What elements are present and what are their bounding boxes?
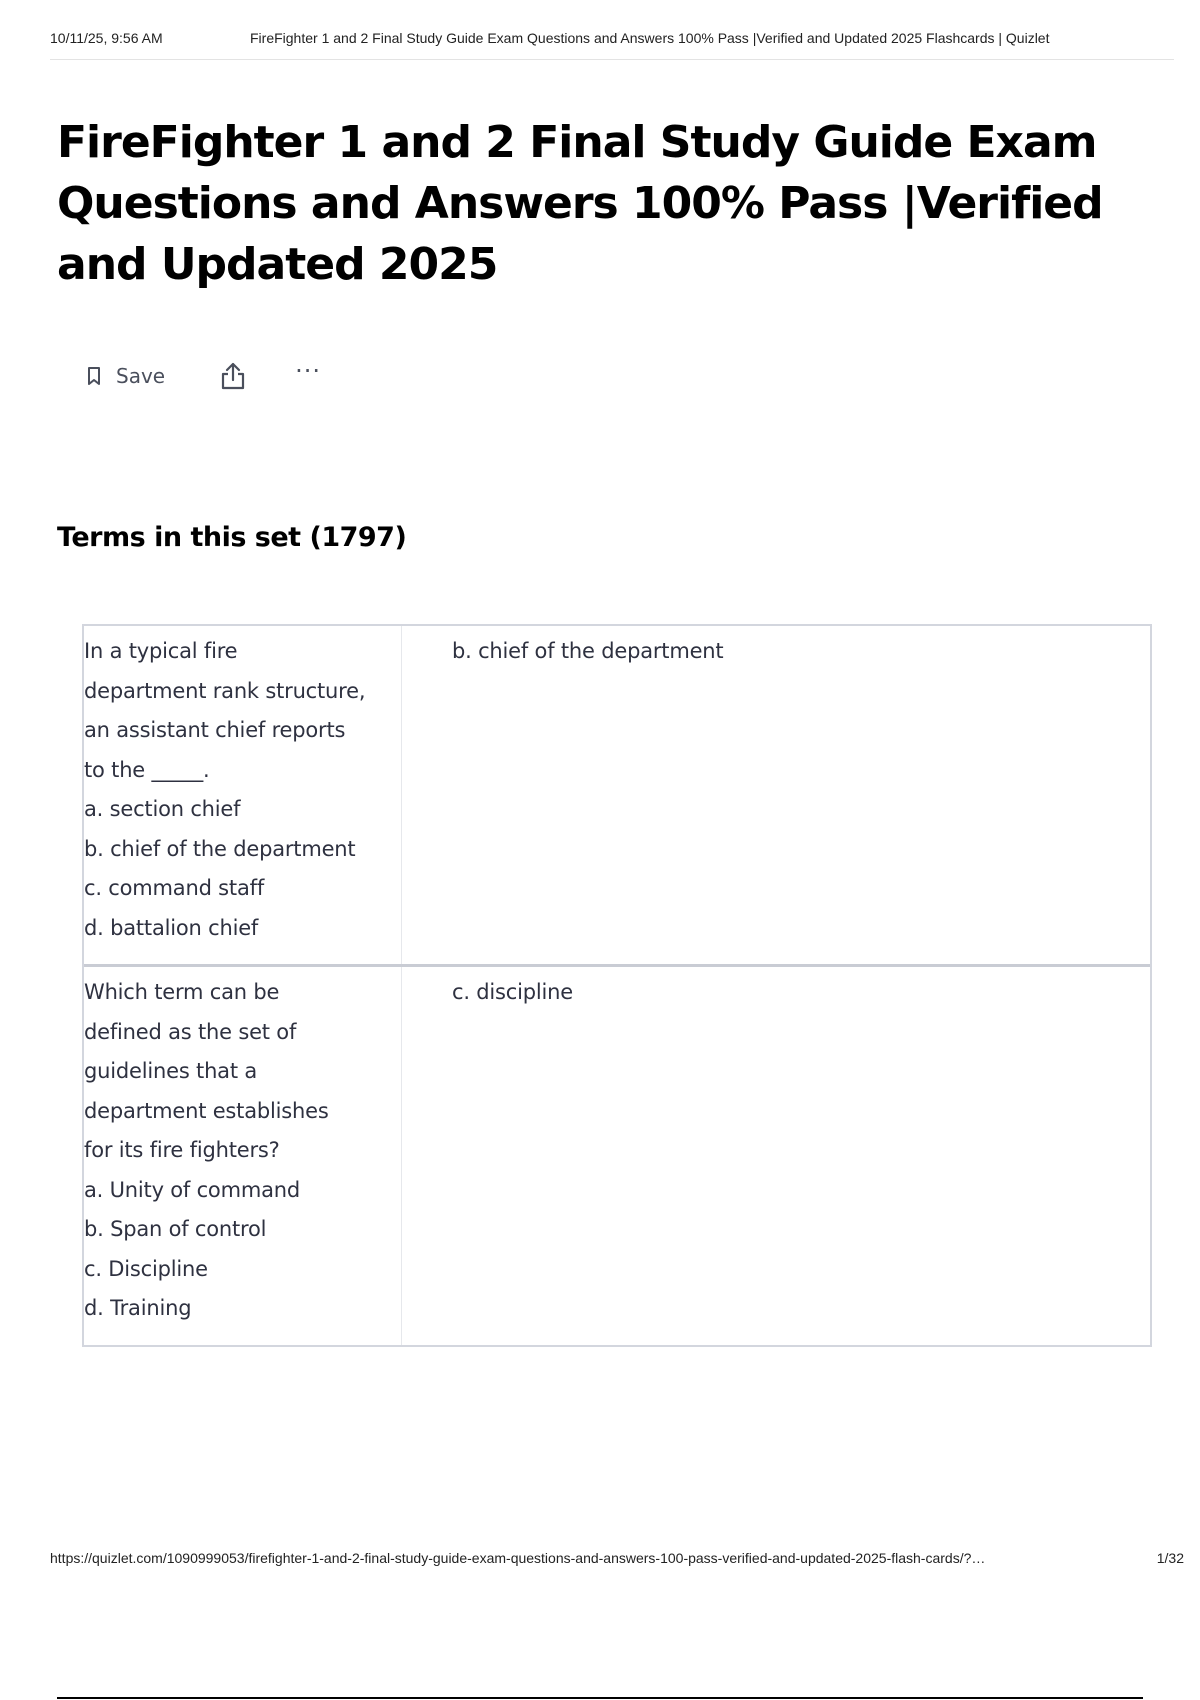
term-row <box>84 626 1150 964</box>
term-text: Which term can be defined as the set of guidelines that a department establishes for its fire fighters? a. Unity of command b. Span of control c. Discipline d. Training <box>84 967 402 1345</box>
print-url: https://quizlet.com/1090999053/firefighter-1-and-2-final-study-guide-exam-questions-and-answers-100-pass-verified-and-updated-2025-flash-cards/?… <box>50 1550 986 1566</box>
share-button[interactable] <box>219 361 247 391</box>
print-document-title: FireFighter 1 and 2 Final Study Guide Exam Questions and Answers 100% Pass |Verified and Updated 2025 Flashcards | Quizlet <box>250 30 1050 46</box>
definition-text: c. discipline <box>452 980 574 1004</box>
terms-heading: Terms in this set (1797) <box>57 522 407 553</box>
term-text: In a typical fire department rank structure, an assistant chief reports to the _____. a. section chief b. chief of the department c. command staff d. battalion chief <box>84 626 402 964</box>
bookmark-icon <box>86 366 102 386</box>
save-label: Save <box>116 364 166 388</box>
set-toolbar <box>86 358 321 394</box>
save-button[interactable] <box>86 364 165 388</box>
more-icon: ··· <box>295 357 321 385</box>
more-options-button[interactable] <box>295 359 321 393</box>
print-timestamp: 10/11/25, 9:56 AM <box>50 30 163 46</box>
page-title: FireFighter 1 and 2 Final Study Guide Exam Questions and Answers 100% Pass |Verified and Updated 2025 <box>57 117 1103 290</box>
share-icon <box>219 361 247 391</box>
definition-text: b. chief of the department <box>452 639 724 663</box>
term-row <box>84 964 1150 1345</box>
page-indicator: 1/32 <box>1156 1550 1184 1566</box>
terms-table <box>82 624 1152 1347</box>
print-header <box>50 30 1174 60</box>
bottom-divider <box>57 1697 1143 1699</box>
